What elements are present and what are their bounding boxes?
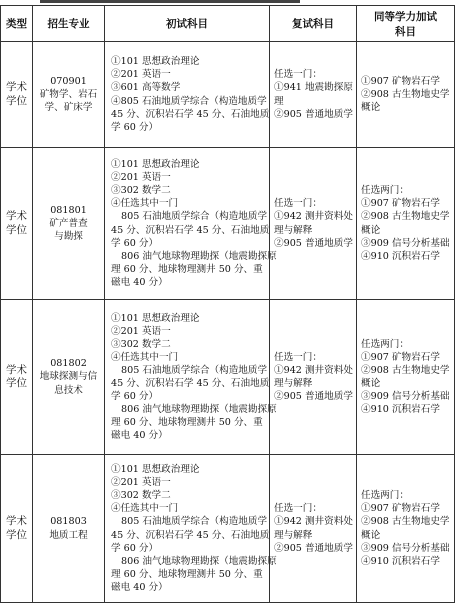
equivalent-subject-line: ③909 信号分析基础: [361, 542, 450, 554]
header-retest-subjects: 复试科目: [270, 6, 357, 42]
retest-subject-line: 任选一门：: [274, 69, 322, 81]
retest-subject-line: ②905 普通地质学: [274, 108, 353, 120]
initial-subject-line: 806 油气地球物理勘探（地震勘探原: [121, 250, 277, 262]
equivalent-subject-line: ③909 信号分析基础: [361, 237, 450, 249]
retest-subject-line: ①942 测井资料处: [274, 211, 353, 223]
initial-subject-line: 学 60 分）: [111, 237, 159, 249]
degree-type-line: 学术: [6, 81, 27, 94]
initial-subject-line: ①101 思想政治理论: [111, 312, 200, 324]
equivalent-subject-line: 概论: [361, 378, 381, 389]
retest-subject-line: ②905 普通地质学: [274, 391, 353, 403]
equivalent-subject-line: 概论: [361, 529, 381, 541]
equivalent-subject-line: ①907 矿物岩石学: [361, 198, 440, 210]
degree-type-line: 学术: [6, 210, 27, 223]
retest-subject-line: 任选一门：: [274, 503, 322, 515]
major-name-line: 息技术: [54, 384, 83, 396]
initial-subject-line: ④任选其中一门: [111, 503, 179, 515]
equivalent-subject-line: ①907 矿物岩石学: [361, 351, 440, 363]
initial-subject-line: 理 60 分、地球物理测井 50 分、重: [111, 417, 263, 429]
header-major: 招生专业: [33, 6, 105, 42]
header-equivalent-line: 科目: [395, 25, 416, 38]
initial-subject-line: ③302 数学二: [111, 338, 171, 350]
retest-subjects-cell: [270, 42, 357, 148]
retest-subject-line: ②905 普通地质学: [274, 542, 353, 554]
initial-subject-line: ②201 英语一: [111, 477, 171, 489]
initial-subject-line: 磁电 40 分）: [111, 430, 168, 442]
degree-type-line: 学位: [6, 94, 27, 107]
equivalent-subject-line: 任选两门：: [361, 490, 409, 502]
initial-subject-line: 806 油气地球物理勘探（地震勘探原: [121, 555, 277, 567]
major-code: 081803: [50, 516, 87, 528]
retest-subject-line: 理与解释: [274, 224, 313, 236]
equivalent-subject-line: 概论: [361, 224, 381, 236]
initial-subject-line: 理 60 分、地球物理测井 50 分、重: [111, 568, 263, 580]
equivalent-subject-line: 任选两门：: [361, 338, 409, 350]
retest-subject-line: ②905 普通地质学: [274, 237, 353, 249]
retest-subject-line: 理: [274, 95, 284, 107]
retest-subjects-cell: [270, 148, 357, 300]
major-name-line: 矿物学、岩石: [39, 88, 98, 100]
initial-subject-line: 806 油气地球物理勘探（地震勘探原: [121, 404, 277, 416]
equivalent-subject-line: ②908 古生物地史学: [361, 211, 450, 223]
major-cell: [33, 455, 105, 603]
equivalent-subject-line: 任选两门：: [361, 185, 409, 197]
initial-subject-line: 学 60 分）: [111, 542, 159, 554]
degree-type-cell: [1, 300, 33, 455]
initial-subject-line: 805 石油地质学综合（构造地质学: [121, 364, 268, 376]
retest-subjects-cell: [270, 300, 357, 455]
equivalent-subjects-cell: [357, 455, 455, 603]
initial-subjects-cell: [105, 42, 270, 148]
retest-subject-line: 理与解释: [274, 378, 313, 389]
table-row: [1, 300, 455, 455]
admissions-table: [0, 5, 455, 603]
degree-type-line: 学位: [6, 223, 27, 236]
initial-subject-line: ③302 数学二: [111, 185, 171, 197]
retest-subjects-cell: [270, 455, 357, 603]
table-row: [1, 148, 455, 300]
major-name-line: 地球探测与信: [39, 371, 98, 383]
initial-subject-line: 805 石油地质学综合（构造地质学: [121, 516, 268, 528]
initial-subject-line: ④805 石油地质学综合（构造地质学: [111, 95, 267, 107]
major-name-line: 矿产普查: [49, 217, 88, 229]
header-initial-subjects: 初试科目: [105, 6, 270, 42]
equivalent-subject-line: 概论: [361, 102, 381, 114]
initial-subject-line: 45 分、沉积岩石学 45 分、石油地质: [111, 224, 270, 236]
major-name-line: 与勘探: [54, 231, 83, 243]
major-cell: [33, 42, 105, 148]
header-type: 类型: [1, 6, 33, 42]
header-equivalent-subjects: [357, 6, 455, 42]
retest-subject-line: ①942 测井资料处: [274, 516, 353, 528]
initial-subject-line: ①101 思想政治理论: [111, 159, 200, 171]
table-row: [1, 42, 455, 148]
initial-subject-line: 学 60 分）: [111, 391, 159, 403]
equivalent-subject-line: ④910 沉积岩石学: [361, 250, 440, 262]
equivalent-subjects-cell: [357, 42, 455, 148]
equivalent-subject-line: ③909 信号分析基础: [361, 391, 450, 403]
retest-subject-line: ①941 地震勘探原: [274, 82, 353, 94]
initial-subject-line: ①101 思想政治理论: [111, 56, 200, 68]
initial-subject-line: 45 分、沉积岩石学 45 分、石油地质: [111, 529, 270, 541]
degree-type-cell: [1, 42, 33, 148]
retest-subject-line: 任选一门：: [274, 351, 322, 363]
major-cell: [33, 148, 105, 300]
equivalent-subject-line: ①907 矿物岩石学: [361, 503, 440, 515]
major-name-line: 地质工程: [49, 529, 88, 541]
initial-subject-line: 45 分、沉积岩石学 45 分、石油地质: [111, 108, 270, 120]
initial-subject-line: ①101 思想政治理论: [111, 464, 200, 476]
initial-subject-line: 45 分、沉积岩石学 45 分、石油地质: [111, 378, 270, 389]
initial-subjects-cell: [105, 148, 277, 300]
table-row: [1, 455, 455, 603]
degree-type-line: 学术: [6, 363, 27, 376]
equivalent-subjects-cell: [357, 300, 455, 455]
equivalent-subject-line: ②908 古生物地史学: [361, 88, 450, 100]
degree-type-line: 学术: [6, 515, 27, 528]
initial-subject-line: 磁电 40 分）: [111, 581, 168, 593]
major-cell: [33, 300, 105, 455]
equivalent-subjects-cell: [357, 148, 455, 300]
major-name-line: 学、矿床学: [44, 102, 93, 114]
initial-subjects-cell: [105, 455, 277, 603]
retest-subject-line: 理与解释: [274, 529, 313, 541]
major-code: 081801: [50, 204, 87, 216]
equivalent-subject-line: ④910 沉积岩石学: [361, 404, 440, 416]
initial-subject-line: ②201 英语一: [111, 325, 171, 337]
initial-subject-line: 805 石油地质学综合（构造地质学: [121, 211, 268, 223]
initial-subject-line: 理 60 分、地球物理测井 50 分、重: [111, 263, 263, 275]
table-header-row: [1, 6, 455, 42]
initial-subject-line: ③302 数学二: [111, 490, 171, 502]
initial-subject-line: ②201 英语一: [111, 172, 171, 184]
initial-subject-line: ②201 英语一: [111, 69, 171, 81]
equivalent-subject-line: ④910 沉积岩石学: [361, 555, 440, 567]
degree-type-cell: [1, 455, 33, 603]
retest-subject-line: 任选一门：: [274, 198, 322, 210]
retest-subject-line: ①942 测井资料处: [274, 364, 353, 376]
initial-subject-line: 学 60 分）: [111, 121, 159, 133]
degree-type-cell: [1, 148, 33, 300]
initial-subject-line: ④任选其中一门: [111, 351, 179, 363]
initial-subject-line: ④任选其中一门: [111, 198, 179, 210]
major-code: 070901: [50, 75, 87, 87]
degree-type-line: 学位: [6, 377, 27, 389]
equivalent-subject-line: ①907 矿物岩石学: [361, 75, 440, 87]
initial-subjects-cell: [105, 300, 277, 455]
equivalent-subject-line: ②908 古生物地史学: [361, 364, 450, 376]
initial-subject-line: 磁电 40 分）: [111, 276, 168, 288]
equivalent-subject-line: ②908 古生物地史学: [361, 516, 450, 528]
major-code: 081802: [50, 358, 87, 370]
degree-type-line: 学位: [6, 528, 27, 541]
header-equivalent-line: 同等学力加试: [374, 10, 437, 23]
initial-subject-line: ③601 高等数学: [111, 82, 181, 94]
